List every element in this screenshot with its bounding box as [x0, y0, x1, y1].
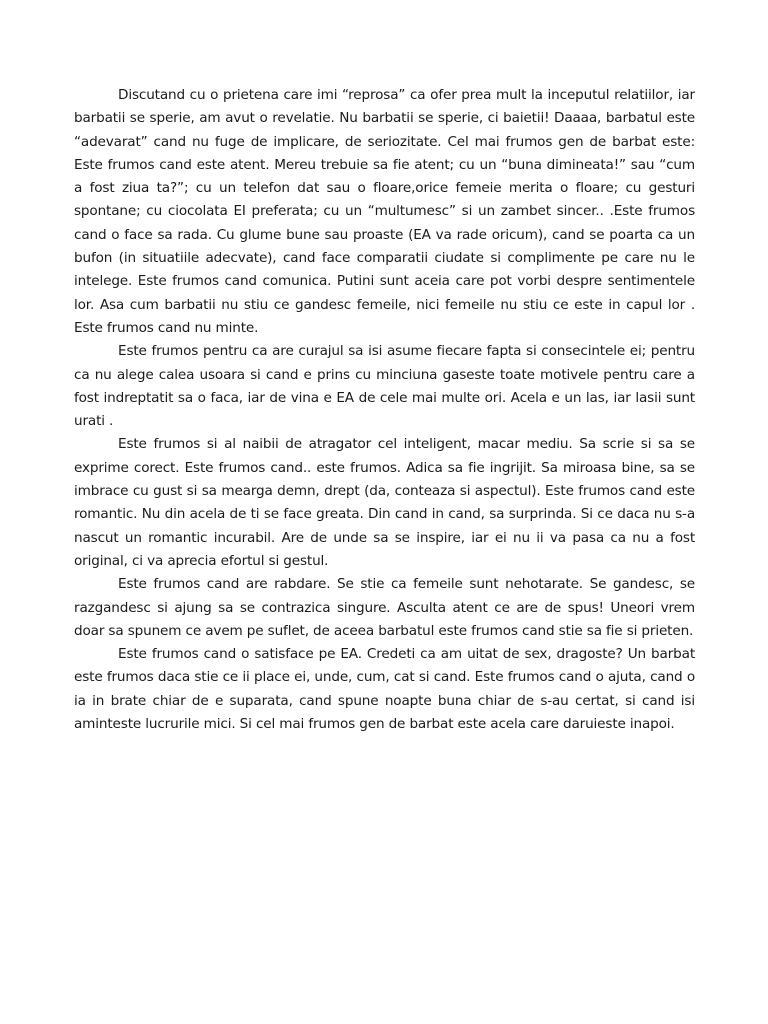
paragraph-2: Este frumos pentru ca are curajul sa isi asume fiecare fapta si consecintele ei; pentru ca nu alege calea usoara si cand e prins cu minciuna gaseste toate motivele pentru care a fost indreptatit sa o faca, iar de vina e EA de cele mai multe ori. Acela e un las, iar lasii sunt urati .	[74, 343, 695, 430]
document-body	[74, 84, 695, 736]
paragraph-1: Discutand cu o prietena care imi “reprosa” ca ofer prea mult la inceputul relatiilor, iar barbatii se sperie, am avut o revelatie. Nu barbatii se sperie, ci baietii! Daaaa, barbatul este “adevarat” cand nu fuge de implicare, de seriozitate. Cel mai frumos gen de barbat este: Este frumos cand este atent. Mereu trebuie sa fie atent; cu un “buna dimineata!” sau “cum a fost ziua ta?”; cu un telefon dat sau o floare,orice femeie merita o floare; cu gesturi spontane; cu ciocolata EI preferata; cu un “multumesc” si un zambet sincer.. .Este frumos cand o face sa rada. Cu glume bune sau proaste (EA va rade oricum), cand se poarta ca un bufon (in situatiile adecvate), cand face comparatii ciudate si complimente pe care nu le intelege. Este frumos cand comunica. Putini sunt aceia care pot vorbi despre sentimentele lor. Asa cum barbatii nu stiu ce gandesc femeile, nici femeile nu stiu ce este in capul lor . Este frumos cand nu minte.	[74, 87, 695, 336]
paragraph-4: Este frumos cand are rabdare. Se stie ca femeile sunt nehotarate. Se gandesc, se razgandesc si ajung sa se contrazica singure. Asculta atent ce are de spus! Uneori vrem doar sa spunem ce avem pe suflet, de aceea barbatul este frumos cand stie sa fie si prieten.	[74, 576, 695, 639]
paragraph-3: Este frumos si al naibii de atragator cel inteligent, macar mediu. Sa scrie si sa se exprime corect. Este frumos cand.. este frumos. Adica sa fie ingrijit. Sa miroasa bine, sa se imbrace cu gust si sa mearga demn, drept (da, conteaza si aspectul). Este frumos cand este romantic. Nu din acela de ti se face greata. Din cand in cand, sa surprinda. Si ce daca nu s-a nascut un romantic incurabil. Are de unde sa se inspire, iar ei nu ii va pasa ca nu a fost original, ci va aprecia efortul si gestul.	[74, 436, 695, 569]
paragraph-5: Este frumos cand o satisface pe EA. Credeti ca am uitat de sex, dragoste? Un barbat este frumos daca stie ce ii place ei, unde, cum, cat si cand. Este frumos cand o ajuta, cand o ia in brate chiar de e suparata, cand spune noapte buna chiar de s-au certat, si cand isi aminteste lucrurile mici. Si cel mai frumos gen de barbat este acela care daruieste inapoi.	[74, 646, 695, 733]
